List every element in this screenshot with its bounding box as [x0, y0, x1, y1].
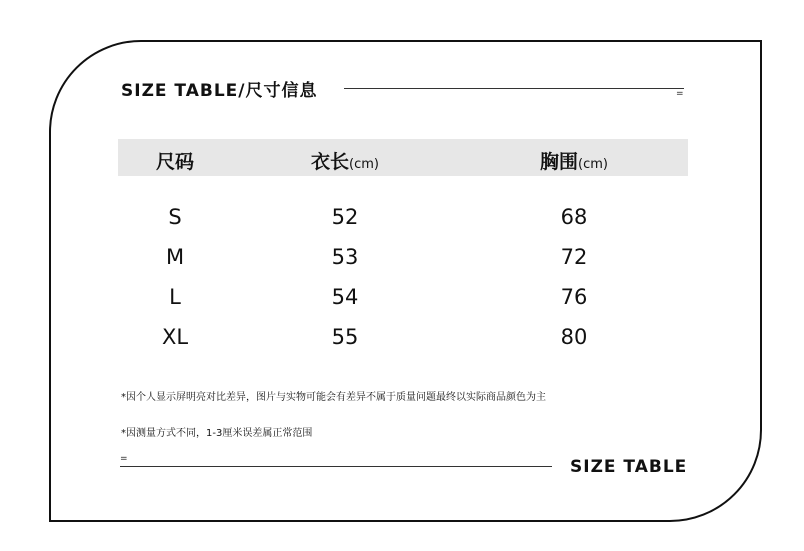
- note-display-difference: *因个人显示屏明亮对比差异，图片与实物可能会有差异不属于质量问题最终以实际商品颜色为主: [121, 392, 546, 403]
- header-size: 尺码: [155, 151, 195, 173]
- length-cell: 54: [331, 285, 359, 309]
- size-cell: XL: [161, 325, 189, 349]
- chest-cell: 68: [560, 205, 588, 229]
- size-card-frame: [49, 40, 762, 522]
- table-row: [0, 322, 804, 352]
- table-row: [0, 202, 804, 232]
- corner-mark-bottom: =: [120, 454, 128, 464]
- size-cell: L: [169, 285, 181, 309]
- chest-cell: 76: [560, 285, 588, 309]
- footer-title: SIZE TABLE: [570, 457, 688, 477]
- size-cell: M: [165, 245, 185, 269]
- corner-mark-top: =: [676, 89, 684, 99]
- length-cell: 52: [331, 205, 359, 229]
- page-title: SIZE TABLE/尺寸信息: [121, 81, 318, 101]
- size-cell: S: [168, 205, 182, 229]
- header-chest: 胸围(cm): [540, 151, 608, 173]
- header-length: 衣长(cm): [311, 151, 379, 173]
- length-cell: 55: [331, 325, 359, 349]
- title-divider: [344, 88, 684, 89]
- length-cell: 53: [331, 245, 359, 269]
- chest-cell: 72: [560, 245, 588, 269]
- footer-divider: [120, 466, 552, 467]
- table-row: [0, 242, 804, 272]
- chest-cell: 80: [560, 325, 588, 349]
- table-row: [0, 282, 804, 312]
- note-measurement-error: *因测量方式不同，1-3厘米误差属正常范围: [121, 428, 313, 439]
